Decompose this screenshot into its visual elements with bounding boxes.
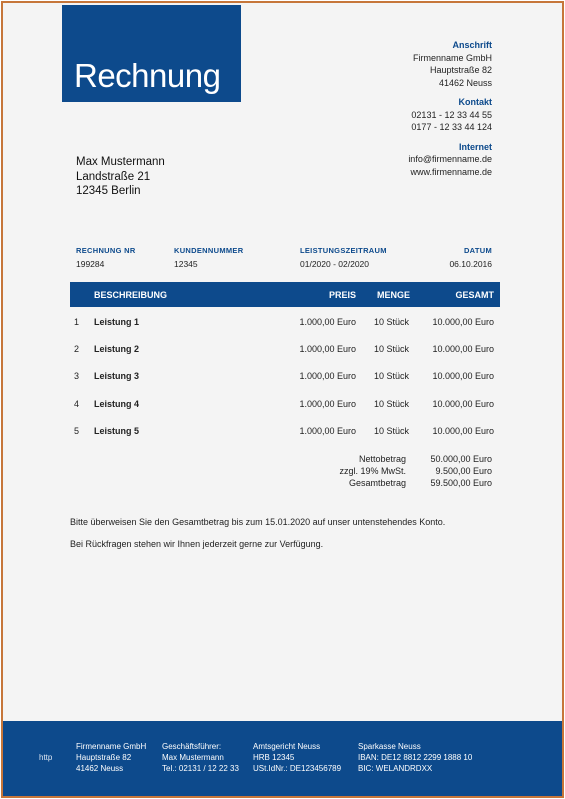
- footer-line: Hauptstraße 82: [76, 753, 132, 762]
- sender-info: [408, 39, 492, 185]
- invoice-title: Rechnung: [74, 57, 221, 94]
- gross-label: Gesamtbetrag: [348, 478, 406, 488]
- footer-line: Tel.: 02131 / 12 22 33: [162, 764, 239, 773]
- row-quantity: 10 Stück: [373, 317, 409, 327]
- row-price: 1.000,00 Euro: [299, 317, 356, 327]
- row-price: 1.000,00 Euro: [299, 371, 356, 381]
- row-total: 10.000,00 Euro: [432, 371, 494, 381]
- row-number: 1: [74, 317, 80, 327]
- footer: [3, 721, 562, 796]
- row-number: 4: [74, 399, 80, 409]
- footer-company: [76, 741, 146, 774]
- footer-line: USt.IdNr.: DE123456789: [253, 764, 342, 773]
- invoice-number-value: 199284: [76, 259, 105, 269]
- row-description: Leistung 2: [94, 344, 140, 354]
- row-quantity: 10 Stück: [373, 371, 409, 381]
- address-heading: Anschrift: [452, 40, 492, 50]
- sender-contact: [408, 96, 492, 134]
- header-total: GESAMT: [455, 290, 494, 300]
- row-number: 3: [74, 371, 80, 381]
- row-price: 1.000,00 Euro: [299, 399, 356, 409]
- row-total: 10.000,00 Euro: [432, 344, 494, 354]
- customer-number-label: KUNDENNUMMER: [174, 246, 244, 255]
- table-row: [70, 422, 500, 442]
- invoice-date: [449, 246, 492, 269]
- contact-note: Bei Rückfragen stehen wir Ihnen jederzeit gerne zur Verfügung.: [70, 539, 324, 549]
- service-period: [300, 246, 387, 269]
- customer-number: [174, 246, 243, 269]
- row-total: 10.000,00 Euro: [432, 426, 494, 436]
- header-price: PREIS: [328, 290, 356, 300]
- email-link[interactable]: info@firmenname.de: [408, 154, 492, 164]
- footer-line: Firmenname GmbH: [76, 742, 147, 751]
- row-price: 1.000,00 Euro: [299, 344, 356, 354]
- gross-value: 59.500,00 Euro: [430, 478, 492, 488]
- footer-bank: [358, 741, 472, 774]
- sender-address: [408, 39, 492, 89]
- contact-heading: Kontakt: [458, 97, 492, 107]
- service-period-label: LEISTUNGSZEITRAUM: [300, 246, 387, 255]
- address-line: Hauptstraße 82: [429, 65, 492, 75]
- invoice-number-label: RECHNUNG NR: [76, 246, 136, 255]
- vat-label: zzgl. 19% MwSt.: [339, 466, 406, 476]
- footer-line: BIC: WELANDRDXX: [358, 764, 433, 773]
- table-row: [70, 395, 500, 415]
- footer-line: Amtsgericht Neuss: [253, 742, 321, 751]
- row-number: 2: [74, 344, 80, 354]
- row-description: Leistung 1: [94, 317, 140, 327]
- net-value: 50.000,00 Euro: [430, 454, 492, 464]
- internet-heading: Internet: [458, 141, 492, 152]
- customer-number-value: 12345: [174, 259, 198, 269]
- table-row: [70, 313, 500, 333]
- row-quantity: 10 Stück: [373, 426, 409, 436]
- footer-line: Sparkasse Neuss: [358, 742, 421, 751]
- table-row: [70, 340, 500, 360]
- recipient-street: Landstraße 21: [76, 170, 151, 183]
- contact-line: 0177 - 12 33 44 124: [411, 122, 492, 132]
- row-description: Leistung 5: [94, 426, 140, 436]
- header-quantity: MENGE: [376, 290, 410, 300]
- row-price: 1.000,00 Euro: [299, 426, 356, 436]
- header-description: BESCHREIBUNG: [94, 290, 168, 300]
- footer-line: 41462 Neuss: [76, 764, 124, 773]
- address-line: Firmenname GmbH: [412, 52, 492, 63]
- footer-line: Max Mustermann: [162, 753, 224, 762]
- row-description: Leistung 3: [94, 371, 140, 381]
- footer-manager: [162, 741, 239, 774]
- row-total: 10.000,00 Euro: [432, 399, 494, 409]
- contact-line: 02131 - 12 33 44 55: [411, 109, 492, 120]
- row-quantity: 10 Stück: [373, 399, 409, 409]
- website-link[interactable]: www.firmenname.de: [410, 166, 492, 177]
- recipient-name: Max Mustermann: [76, 156, 165, 168]
- row-number: 5: [74, 426, 80, 436]
- vat-value: 9.500,00 Euro: [435, 466, 492, 476]
- footer-http: http: [39, 753, 53, 762]
- row-description: Leistung 4: [94, 399, 140, 409]
- net-label: Nettobetrag: [358, 454, 406, 464]
- items-table-header: [70, 282, 500, 307]
- address-line: 41462 Neuss: [438, 77, 492, 88]
- row-quantity: 10 Stück: [373, 344, 409, 354]
- invoice-date-value: 06.10.2016: [449, 259, 492, 269]
- title-banner: [62, 5, 241, 102]
- service-period-value: 01/2020 - 02/2020: [300, 259, 370, 269]
- invoice-page: [1, 1, 564, 798]
- footer-line: Geschäftsführer:: [162, 742, 222, 751]
- footer-line: HRB 12345: [253, 753, 295, 762]
- footer-court: [253, 741, 341, 774]
- payment-note: Bitte überweisen Sie den Gesamtbetrag bis zum 15.01.2020 auf unser untenstehendes Konto.: [70, 517, 446, 527]
- table-row: [70, 367, 500, 387]
- footer-line: IBAN: DE12 8812 2299 1888 10: [358, 753, 473, 762]
- invoice-number: [76, 246, 136, 269]
- row-total: 10.000,00 Euro: [432, 317, 494, 327]
- sender-internet: [408, 141, 492, 179]
- recipient-city: 12345 Berlin: [76, 185, 141, 197]
- recipient-address: [76, 155, 165, 199]
- invoice-date-label: DATUM: [463, 246, 492, 255]
